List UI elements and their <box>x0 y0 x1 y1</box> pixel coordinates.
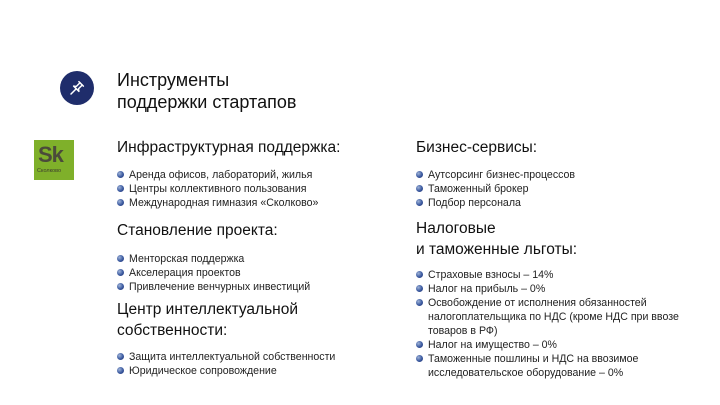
list-item <box>117 182 397 196</box>
list-item-text: Привлечение венчурных инвестиций <box>129 281 311 293</box>
list-item <box>117 168 397 182</box>
list-item <box>117 266 397 280</box>
list-item-text: Центры коллективного пользования <box>129 183 307 195</box>
list-item <box>117 196 397 210</box>
bullet-list <box>117 350 397 378</box>
bullet-list <box>117 252 397 294</box>
section-heading: Становление проекта: <box>117 222 278 239</box>
list-item <box>416 168 706 182</box>
section-heading <box>416 218 706 260</box>
bullet-icon <box>117 199 124 206</box>
page-title <box>117 69 296 113</box>
bullet-list <box>117 168 397 210</box>
list-item <box>416 196 706 210</box>
section-heading: Инфраструктурная поддержка: <box>117 139 341 156</box>
bullet-icon <box>416 299 423 306</box>
section-infrastructure <box>117 137 397 210</box>
list-item <box>117 252 397 266</box>
list-item <box>117 280 397 294</box>
list-item-text: Налог на имущество – 0% <box>428 339 557 351</box>
bullet-icon <box>117 185 124 192</box>
list-item-text: Таможенные пошлины и НДС на ввозимое исследовательское оборудование – 0% <box>428 353 639 379</box>
bullet-icon <box>416 185 423 192</box>
skolkovo-logo <box>34 140 74 180</box>
bullet-icon <box>117 283 124 290</box>
section-heading-line-2: собственности: <box>117 322 228 339</box>
bullet-icon <box>117 171 124 178</box>
bullet-list <box>416 268 706 380</box>
bullet-icon <box>117 269 124 276</box>
list-item-text: Акселерация проектов <box>129 267 241 279</box>
bullet-icon <box>117 353 124 360</box>
bullet-icon <box>117 367 124 374</box>
pushpin-icon <box>68 79 86 97</box>
list-item <box>416 338 706 352</box>
logo-mark: Sk <box>38 142 63 167</box>
title-line-2: поддержки стартапов <box>117 92 297 112</box>
logo-wordmark: Сколково <box>37 168 62 174</box>
list-item <box>416 352 706 380</box>
list-item-text: Налог на прибыль – 0% <box>428 283 546 295</box>
bullet-icon <box>416 199 423 206</box>
list-item <box>117 364 397 378</box>
title-line-1: Инструменты <box>117 70 230 90</box>
section-heading <box>117 299 397 341</box>
section-heading-line-1: Налоговые <box>416 220 496 237</box>
pin-badge <box>60 71 94 105</box>
list-item-text: Международная гимназия «Сколково» <box>129 197 319 209</box>
list-item-text: Страховые взносы – 14% <box>428 269 554 281</box>
section-heading-line-1: Центр интеллектуальной <box>117 301 299 318</box>
list-item <box>416 182 706 196</box>
bullet-icon <box>117 255 124 262</box>
list-item-text: Юридическое сопровождение <box>129 365 277 377</box>
list-item-text: Освобождение от исполнения обязанностей налогоплательщика по НДС (кроме НДС при ввозе товаров в РФ) <box>428 297 679 337</box>
section-heading-line-2: и таможенные льготы: <box>416 241 578 258</box>
bullet-icon <box>416 271 423 278</box>
section-tax-benefits <box>416 218 706 380</box>
list-item <box>416 296 706 338</box>
list-item-text: Подбор персонала <box>428 197 521 209</box>
list-item-text: Таможенный брокер <box>428 183 529 195</box>
bullet-icon <box>416 171 423 178</box>
section-ip-center <box>117 299 397 378</box>
bullet-icon <box>416 355 423 362</box>
list-item <box>416 268 706 282</box>
bullet-list <box>416 168 706 210</box>
bullet-icon <box>416 341 423 348</box>
list-item-text: Аренда офисов, лабораторий, жилья <box>129 169 313 181</box>
section-project-formation <box>117 220 397 294</box>
bullet-icon <box>416 285 423 292</box>
section-business-services <box>416 137 706 210</box>
list-item-text: Менторская поддержка <box>129 253 245 265</box>
section-heading: Бизнес-сервисы: <box>416 139 538 156</box>
list-item-text: Аутсорсинг бизнес-процессов <box>428 169 576 181</box>
list-item <box>117 350 397 364</box>
list-item-text: Защита интеллектуальной собственности <box>129 351 336 363</box>
list-item <box>416 282 706 296</box>
